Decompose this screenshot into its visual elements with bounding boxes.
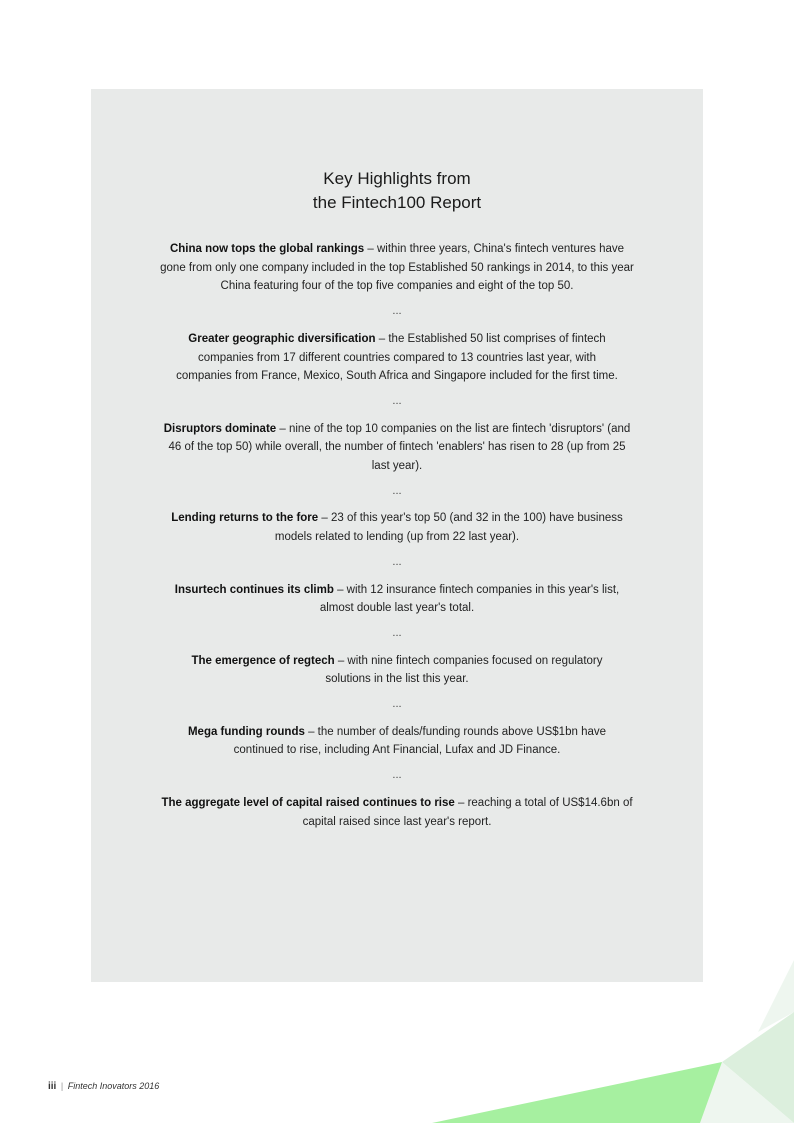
- highlight-body: – the number of deals/funding rounds above US$1bn have continued to rise, including Ant Financial, Lufax and JD Finance.: [233, 725, 607, 757]
- highlight-body: – with 12 insurance fintech companies in this year's list, almost double last year's total.: [319, 583, 620, 615]
- publication-name: Fintech Inovators 2016: [67, 1081, 160, 1091]
- separator: ...: [392, 394, 402, 407]
- highlight-item: [169, 581, 625, 618]
- highlight-heading: Lending returns to the fore: [171, 512, 319, 525]
- highlight-body: – the Established 50 list comprises of fintech companies from 17 different countries compared to 13 countries last year, with companies from France, Mexico, South Africa and Singapore included for the first time.: [176, 332, 618, 383]
- highlight-item: [159, 794, 635, 831]
- separator: ...: [392, 698, 402, 711]
- highlights-panel: [91, 89, 703, 982]
- highlight-heading: Disruptors dominate: [163, 422, 277, 435]
- separator: ...: [392, 484, 402, 497]
- highlight-item: [169, 723, 625, 760]
- highlight-body: – 23 of this year's top 50 (and 32 in the 100) have business models related to lending (up from 22 last year).: [274, 512, 623, 544]
- highlight-heading: China now tops the global rankings: [169, 243, 365, 255]
- highlights-list: [159, 240, 635, 831]
- separator: ...: [392, 305, 402, 318]
- highlight-item: [159, 240, 635, 296]
- separator: ...: [392, 769, 402, 782]
- highlight-heading: The aggregate level of capital raised continues to rise: [161, 796, 455, 809]
- highlight-body: – nine of the top 10 companies on the list are fintech 'disruptors' (and 46 of the top 50) while overall, the number of fintech 'enablers' has risen to 28 (up from 25 last year).: [168, 422, 631, 473]
- highlight-item: [173, 330, 621, 386]
- page-footer: [48, 1081, 159, 1092]
- highlight-body: – within three years, China's fintech ventures have gone from only one company included in the top Established 50 rankings in 2014, to this year China featuring four of the top five companies and eight of the top 50.: [160, 243, 634, 293]
- highlight-heading: Insurtech continues its climb: [174, 583, 334, 596]
- separator: ...: [392, 626, 402, 639]
- highlight-item: [179, 652, 615, 689]
- footer-divider: |: [60, 1081, 64, 1091]
- title-line-2: the Fintech100 Report: [312, 193, 482, 212]
- title-line-1: Key Highlights from: [323, 169, 471, 188]
- highlight-heading: Mega funding rounds: [187, 725, 305, 738]
- highlight-item: [159, 420, 635, 476]
- highlight-heading: The emergence of regtech: [191, 654, 335, 667]
- highlight-heading: Greater geographic diversification: [188, 332, 376, 345]
- page-number: iii: [48, 1081, 57, 1092]
- highlight-item: [159, 509, 635, 546]
- highlight-body: – with nine fintech companies focused on regulatory solutions in the list this year.: [325, 654, 603, 686]
- separator: ...: [392, 555, 402, 568]
- page-title: [91, 167, 703, 215]
- highlight-body: – reaching a total of US$14.6bn of capital raised since last year's report.: [302, 796, 633, 828]
